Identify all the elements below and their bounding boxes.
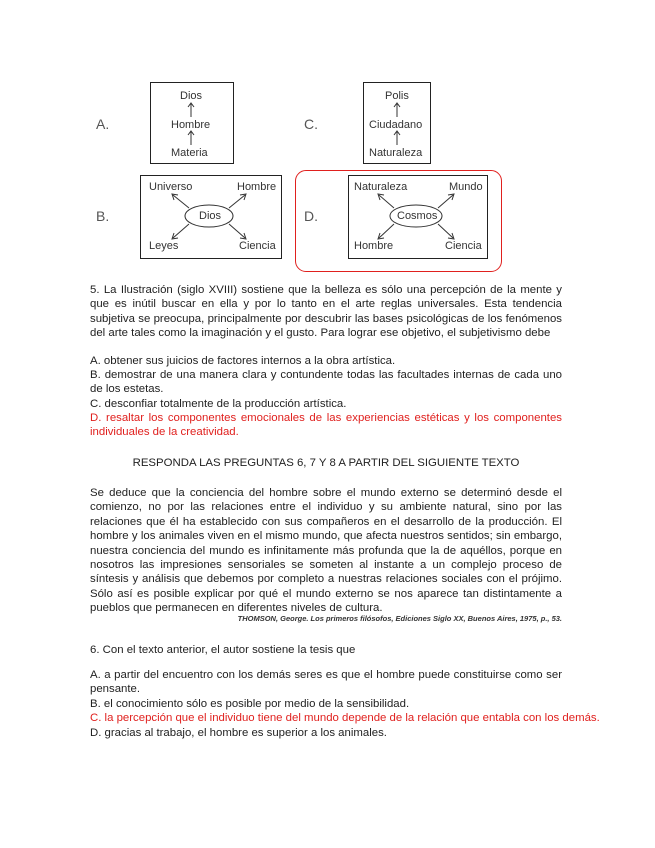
question-5-stem: 5. La Ilustración (siglo XVIII) sostiene que la belleza es sólo una percepción de la mente y que es inútil buscar en ella y por lo tanto en el arte reglas universales. Esta tendencia subjetiva se preocupa, principalmente por descubrir las bases psicológicas de los fenómenos del arte tales como la imaginación y el gusto. Para lograr ese objetivo, el subjetivismo debe xyxy=(90,284,562,340)
diagram-b-top-left: Universo xyxy=(149,181,193,193)
diagram-a-arrows xyxy=(151,83,233,163)
diagram-d-box xyxy=(348,175,488,259)
diagram-c-box xyxy=(363,82,431,164)
diagram-b-bottom-right: Ciencia xyxy=(239,240,276,252)
diagram-d-arrows xyxy=(349,176,487,258)
citation: THOMSON, George. Los primeros filósofos, Ediciones Siglo XX, Buenos Aires, 1975, p., 53. xyxy=(237,614,562,623)
diagram-c-label: C. xyxy=(304,116,318,132)
diagram-b-label: B. xyxy=(96,208,110,224)
question-5-option-d: D. resaltar los componentes emocionales de las experiencias estéticas y los componentes individuales de la creatividad. xyxy=(90,412,562,439)
question-6-stem: 6. Con el texto anterior, el autor sostiene la tesis que xyxy=(90,644,356,656)
diagram-c-top: Polis xyxy=(385,90,409,102)
diagram-b-top-right: Hombre xyxy=(237,181,277,193)
diagram-d-bottom-right: Ciencia xyxy=(445,240,482,252)
diagram-b-arrows xyxy=(141,176,281,258)
section-heading: RESPONDA LAS PREGUNTAS 6, 7 Y 8 A PARTIR DEL SIGUIENTE TEXTO xyxy=(132,457,520,469)
question-6-option-b: B. el conocimiento sólo es posible por medio de la sensibilidad. xyxy=(90,698,410,710)
diagram-d-top-left: Naturaleza xyxy=(354,181,408,193)
question-5-option-b: B. demostrar de una manera clara y contundente todas las facultades internas de cada uno de los estetas. xyxy=(90,369,562,396)
diagram-c-arrows xyxy=(364,83,430,163)
passage-text: Se deduce que la conciencia del hombre sobre el mundo externo se determinó desde el comienzo, no por las relaciones entre el individuo y su ambiente natural, sino por las relaciones que él ha establecido con sus compañeros en el desarrollo de la producción. El hombre y los animales viven en el mismo mundo, que afecta nuestros sentidos; sin embargo, nuestra conciencia del mundo es infinitamente más profunda que la de aquéllos, porque en nosotros las impresiones sensoriales se someten al instante a un complejo proceso de síntesis y análisis que debemos por completo a nuestras relaciones sociales con el prójimo. Sólo así es posible explicar por qué el mundo externo se nos aparece tan distintamente a pueblos que permanecen en diferentes niveles de cultura. xyxy=(90,487,562,615)
diagram-b-box xyxy=(140,175,282,259)
diagram-a-box xyxy=(150,82,234,164)
question-6-option-a: A. a partir del encuentro con los demás seres es que el hombre puede constituirse como ser pensante. xyxy=(90,669,562,696)
question-6-option-c: C. la percepción que el individuo tiene del mundo depende de la relación que entabla con los demás. xyxy=(90,712,600,724)
diagram-d-center: Cosmos xyxy=(397,210,438,222)
diagram-c-bottom: Naturaleza xyxy=(369,147,423,159)
question-5-option-a: A. obtener sus juicios de factores internos a la obra artística. xyxy=(90,355,396,367)
diagram-b-bottom-left: Leyes xyxy=(149,240,179,252)
diagram-a-label: A. xyxy=(96,116,110,132)
diagram-a-bottom: Materia xyxy=(171,147,208,159)
question-6-option-d: D. gracias al trabajo, el hombre es superior a los animales. xyxy=(90,727,387,739)
diagram-d-bottom-left: Hombre xyxy=(354,240,394,252)
diagram-a-middle: Hombre xyxy=(171,119,211,131)
diagram-b-center: Dios xyxy=(199,210,222,222)
diagram-d-top-right: Mundo xyxy=(449,181,483,193)
diagram-c-middle: Ciudadano xyxy=(369,119,423,131)
question-5-option-c: C. desconfiar totalmente de la producción artística. xyxy=(90,398,347,410)
diagram-a-top: Dios xyxy=(180,90,203,102)
diagram-d-label: D. xyxy=(304,208,318,224)
